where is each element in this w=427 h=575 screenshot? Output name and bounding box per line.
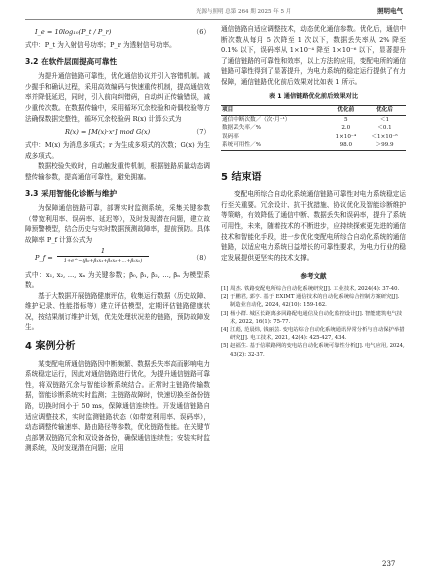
table-cell: 通信中断次数／（次·月⁻¹） <box>222 116 291 123</box>
equation-7 <box>25 124 210 140</box>
equation-6-number: （6） <box>192 28 210 36</box>
right-column <box>221 24 406 359</box>
table-header-row <box>221 106 406 116</box>
equation-6-body: I_e = 10log₁₀(P_t / P_r) <box>35 28 112 36</box>
section-5-heading: 5 结束语 <box>221 171 262 183</box>
table-cell: ＜0.1 <box>377 125 392 132</box>
equation-7-description: 式中：M(x) 为消息多项式；r 为生成多项式的次数；G(x) 为生成多项式。 <box>25 141 210 160</box>
table-cell: ＞99.9 <box>375 142 394 149</box>
table-cell: 5 <box>344 116 348 123</box>
section-3-3-heading: 3.3 采用智能化诊断与维护 <box>25 188 118 198</box>
table-row <box>221 115 406 124</box>
table-cell: 系统可用性／% <box>222 142 261 149</box>
equation-8-number: （8） <box>192 253 210 262</box>
equation-7-number: （7） <box>192 128 210 137</box>
left-column <box>25 24 210 454</box>
section-4-heading: 4 案例分析 <box>25 341 76 353</box>
equation-6 <box>25 24 210 40</box>
equation-8 <box>25 246 210 270</box>
section-tag: 照明电气 <box>377 7 403 15</box>
table-row <box>221 124 406 133</box>
section-3-2-paragraph-1: 为提升通信链路可靠性，优化通信协议并引入容错机制。减少握手和确认过程，采用高效编码与快速重传机制，提高通信效率并降低延迟，同时，引入前向纠错码，自动纠正传输错误，减少重传次数。在数据传输中，采用循环冗余校验和奇偶校验等方法确保数据完整性，循环冗余校验码 R(x) 计算公式为 <box>25 72 210 123</box>
equation-8-numerator: 1 <box>57 247 149 257</box>
table-cell: 1×10⁻⁴ <box>335 133 357 140</box>
table-cell: 2.0 <box>341 125 351 132</box>
section-3-3-paragraph-1: 为保障通信链路可靠，部署实时监测系统，采集关键参数（带宽利用率、误码率、延迟等），及时发现潜在问题，建立故障预警模型，结合历史与实时数据预测故障率，提前预防。具体故障率 P_f 计算公式为 <box>25 204 210 244</box>
equation-8-denominator: 1+e^−(β₀+β₁x₁+β₂x₂+…+βₙxₙ) <box>63 257 143 264</box>
header-rule <box>25 19 402 20</box>
section-3-3-paragraph-2: 基于大数据开展链路健康评估，收集运行数据（历史故障、维护记录、性能指标等）建立评估模型，定期评估链路健康状况，按结果制订维护计划，优先处理状况差的链路，预防故障发生。 <box>25 291 210 332</box>
comparison-table <box>221 105 406 151</box>
page-header <box>0 5 427 19</box>
page-number: 237 <box>382 560 396 568</box>
reference-item: [2] 于鹏君, 郭亨. 基于 EXIMT 通信技术的自动化系统综合控制方案研究[J]. 制造业自动化, 2024, 42(10): 159-162. <box>221 294 400 309</box>
table-header-cell: 项目 <box>222 107 234 114</box>
table-header-cell: 优化前 <box>337 107 355 114</box>
equation-8-lhs: P_f = <box>35 253 53 262</box>
section-4-paragraph: 某变配电所通信链路因中断频繁、数据丢失率高而影响电力系统稳定运行，因此对通信链路进行优化，为提升通信链路可靠性，将双链路冗余与智能诊断系统结合。正常时主链路传输数据，智能诊断系统实时监测；主链路故障时，快速切换至备份链路，切换时间小于 50 ms，保障通信连续性。开发通信链路自适应调整技术，实时监测链路状态（如带宽利用率、误码率），动态调整传输速率、路由路径等参数，优化链路性能。在关键节点部署双链路冗余和双设备备份，确保通信连续性；安装实时监测系统，及时发现潜在问题；应用 <box>25 359 210 453</box>
table-cell: 误码率 <box>222 133 239 140</box>
section-3-2-paragraph-2: 数据校验失败时，自动触发重传机制，根据链路质量动态调整传输参数，提高通信可靠性，避免拥塞。 <box>25 162 210 181</box>
equation-8-description: 式中：x₁, x₂, …, xₙ 为关键参数；β₀, β₁, β₂, …, βₙ 为模型系数。 <box>25 270 210 290</box>
equation-7-body: R(x) = [M(x)·xʳ] mod G(x) <box>65 128 151 137</box>
table-1-caption: 表 1 通信链路优化前后效果对比 <box>268 92 359 100</box>
reference-item: [3] 杨小群. 城区长距离多回路配电通信及自动化监控设计[J]. 智能建筑电气技术, 2022, 16(1): 75-77. <box>221 310 403 325</box>
case-continuation-paragraph: 通信链路自适应调整技术，动态优化通信参数。优化后，通信中断次数从每月 5 次降至 1 次以下，数据丢失率从 2% 降至 0.1% 以下，误码率从 1×10⁻⁴ 降至 1×10⁻⁶ 以下，显著提升了通信链路的可靠性和效率，以上方法的应用，变配电所的通信链路可靠性得到了显著提升，为电力系统的稳定运行提供了有力保障，通信链路优化前后效果对比如表 1 所示。 <box>221 25 406 86</box>
journal-info: 光源与照明 总第 264 期 2025 年 5 月 <box>196 9 292 15</box>
reference-item: [1] 周杰. 铁路变配电所综合自动化系统研究[J]. 工业技术, 2024(4): 37-40. <box>221 286 400 292</box>
table-row <box>221 141 406 150</box>
equation-6-description: 式中：P_t 为入射信号功率；P_r 为透射信号功率。 <box>25 41 176 49</box>
table-cell: ＜1×10⁻⁶ <box>371 133 398 140</box>
table-header-cell: 优化后 <box>376 107 393 114</box>
section-3-2-heading: 3.2 在软件层面提高可靠性 <box>25 56 118 66</box>
table-cell: 98.0 <box>339 142 353 149</box>
table-row <box>221 133 406 142</box>
conclusion-paragraph: 变配电所综合自动化系统通信链路可靠性对电力系统稳定运行至关重要。冗余设计、抗干扰措施、协议优化及智能诊断维护等策略，有效降低了通信中断、数据丢失和误码率，提升了系统可用性，未来，随着技术的不断进步，应持续探索更先进的通信技术和智能化手段，进一步优化变配电所综合自动化系统的通信链路，以适应电力系统日益增长的可靠性要求，为电力行业的稳定发展提供更坚实的技术支撑。 <box>221 190 406 262</box>
reference-item: [4] 江彪, 范晨炜, 钱丽芸. 变电站综合自动化系统通讯异常分析与自动保护举措研究[J]. 电工技术, 2021, 42(4): 425-427, 434. <box>221 327 405 342</box>
table-cell: ＜1 <box>379 116 390 123</box>
references-title: 参考文献 <box>300 272 327 281</box>
table-cell: 数据丢失率／% <box>222 125 261 132</box>
reference-item: [5] 赵福生. 基于信联路网的变电站自动化系统可靠性分析[J]. 电气应用, 2024, 43(2): 32-37. <box>221 343 405 358</box>
